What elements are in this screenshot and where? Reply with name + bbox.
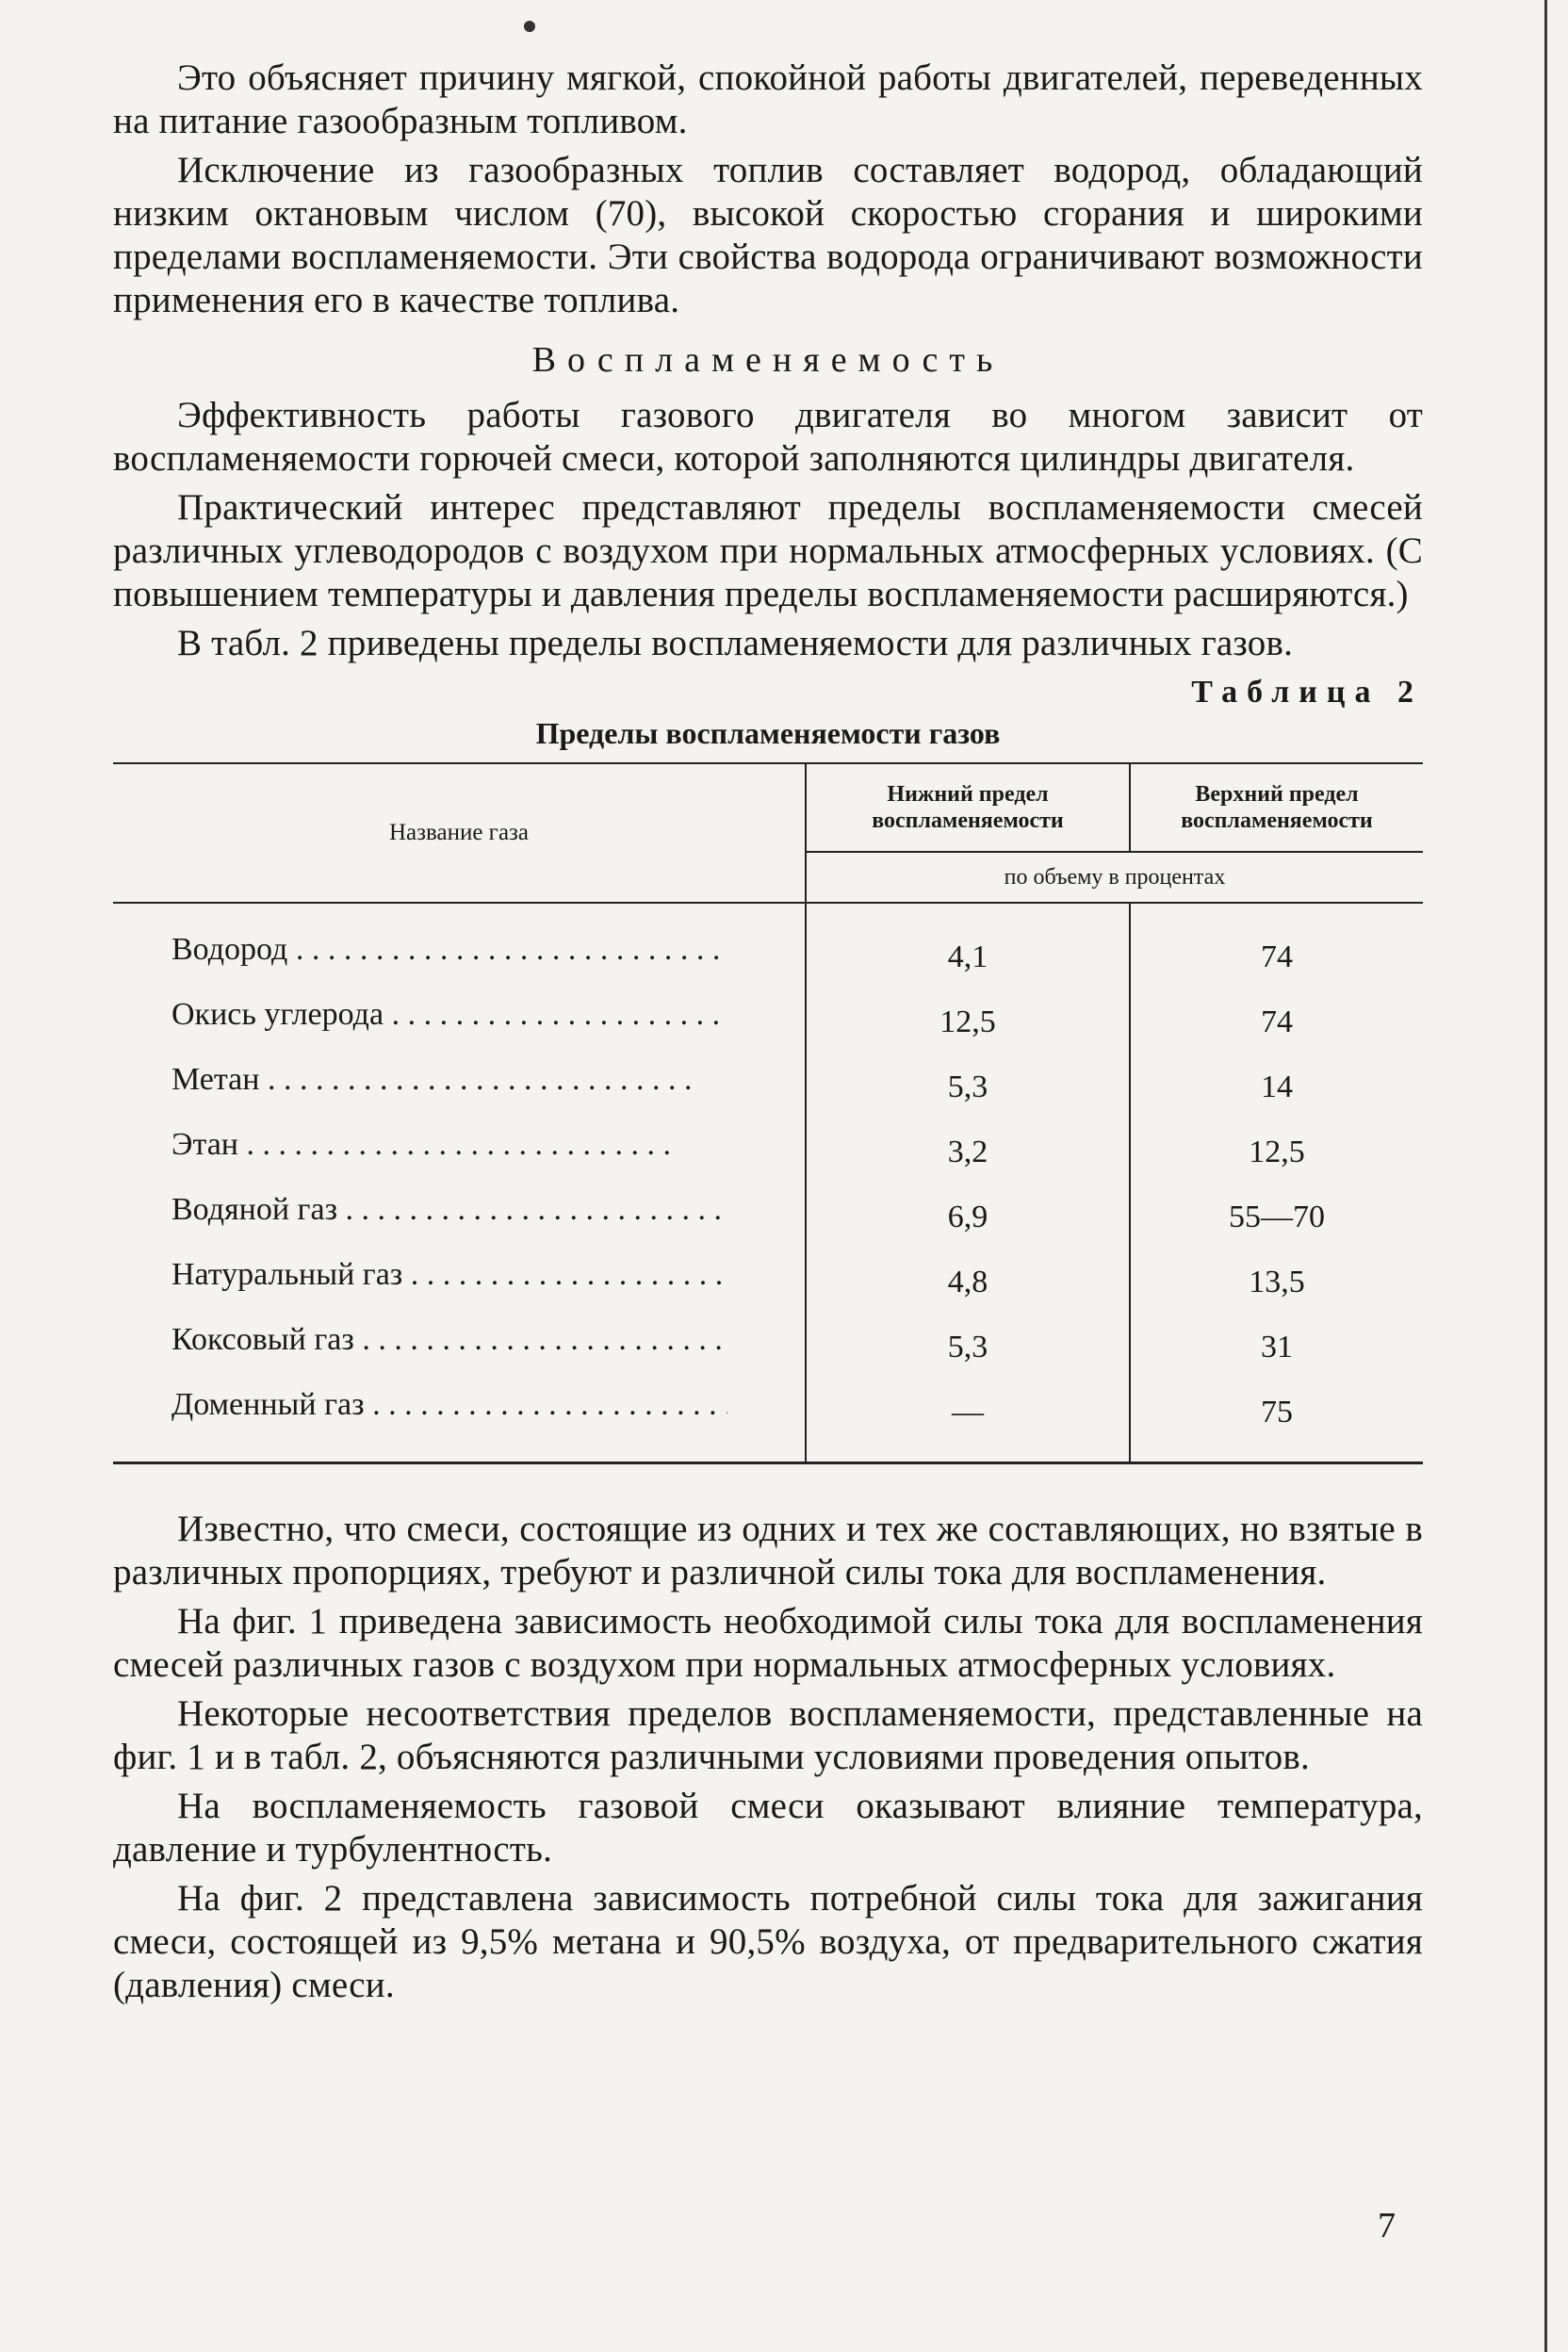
- lower-limit-cell: 3,2: [806, 1119, 1130, 1184]
- gas-name-cell: [113, 1315, 806, 1380]
- upper-limit-cell: 74: [1261, 939, 1293, 974]
- gas-name: Водяной газ . . .: [172, 1184, 727, 1234]
- gas-name-cell: [113, 1119, 806, 1184]
- gas-name: Этан . . .: [172, 1119, 727, 1169]
- page-edge: [1544, 0, 1547, 2352]
- column-header-unit: по объему в процентах: [806, 852, 1423, 903]
- gas-name: Водород . . .: [172, 924, 727, 974]
- lower-limit-cell: 12,5: [806, 989, 1130, 1054]
- paragraph: Некоторые несоответствия пределов воспламеняемости, представленные на фиг. 1 и в табл. 2, объясняются различными условиями проведения опытов.: [113, 1693, 1423, 1777]
- gas-name: Метан . . .: [172, 1054, 727, 1104]
- gas-name: Натуральный газ . . .: [172, 1250, 727, 1299]
- gas-name: Коксовый газ . . .: [172, 1315, 727, 1364]
- paragraph: На воспламеняемость газовой смеси оказывают влияние температура, давление и турбулентность.: [113, 1786, 1423, 1870]
- lower-limit-cell: 4,8: [806, 1250, 1130, 1315]
- table-row: [113, 903, 1423, 989]
- table-row: [113, 1250, 1423, 1315]
- table-number: Таблица 2: [1191, 675, 1423, 710]
- text-column: [113, 57, 1423, 2007]
- section-heading: Воспламеняемость: [531, 340, 1004, 380]
- gas-name-cell: [113, 1250, 806, 1315]
- column-header-name: Название газа: [113, 763, 806, 903]
- paragraph: В табл. 2 приведены пределы воспламеняемости для различных газов.: [177, 623, 1294, 663]
- gas-name: Окись углерода . . .: [172, 989, 727, 1039]
- gas-name-cell: [113, 989, 806, 1054]
- upper-limit-cell: 75: [1261, 1395, 1293, 1429]
- body-text: [113, 1508, 1423, 2007]
- column-header-upper-limit: Верхний предел воспламеняемости: [1130, 763, 1423, 852]
- table-row: [113, 989, 1423, 1054]
- paragraph: Практический интерес представляют пределы воспламеняемости смесей различных углеводородов с воздухом при нормальных атмосферных условиях. (С повышением температуры и давления пределы воспламеняемости расширяются.): [113, 487, 1423, 614]
- upper-limit-cell: 14: [1261, 1070, 1293, 1104]
- column-header-lower-limit: Нижний предел воспламеняемости: [806, 763, 1130, 852]
- flammability-table: [113, 762, 1423, 1464]
- gas-name-cell: [113, 903, 806, 989]
- ink-mark: [524, 21, 535, 32]
- lower-limit-cell: 6,9: [806, 1184, 1130, 1250]
- table-row: [113, 1380, 1423, 1463]
- table-row: [113, 1054, 1423, 1119]
- lower-limit-cell: 4,1: [806, 903, 1130, 989]
- gas-name-cell: [113, 1054, 806, 1119]
- paragraph: Известно, что смеси, состоящие из одних и тех же составляющих, но взятые в различных пропорциях, требуют и различной силы тока для воспламенения.: [113, 1509, 1423, 1592]
- paragraph: Эффективность работы газового двигателя во многом зависит от воспламеняемости горючей смеси, которой заполняются цилиндры двигателя.: [113, 395, 1423, 479]
- paragraph: Исключение из газообразных топлив составляет водород, обладающий низким октановым числом (70), высокой скоростью сгорания и широкими пределами воспламеняемости. Эти свойства водорода ограничивают возможности применения его в качестве топлива.: [113, 150, 1423, 320]
- lower-limit-cell: 5,3: [806, 1054, 1130, 1119]
- upper-limit-cell: 13,5: [1249, 1265, 1305, 1299]
- table-title: Пределы воспламеняемости газов: [535, 716, 1001, 750]
- page-number: 7: [1378, 2206, 1396, 2246]
- upper-limit-cell: 74: [1261, 1004, 1293, 1039]
- lower-limit-cell: —: [806, 1380, 1130, 1463]
- lower-limit-cell: 5,3: [806, 1315, 1130, 1380]
- upper-limit-cell: 12,5: [1249, 1135, 1305, 1169]
- paragraph: Это объясняет причину мягкой, спокойной работы двигателей, переведенных на питание газообразным топливом.: [113, 57, 1423, 141]
- table-row: [113, 1184, 1423, 1250]
- paragraph: На фиг. 2 представлена зависимость потребной силы тока для зажигания смеси, состоящей из 9,5% метана и 90,5% воздуха, от предварительного сжатия (давления) смеси.: [113, 1878, 1423, 2005]
- upper-limit-cell: 31: [1261, 1330, 1293, 1364]
- upper-limit-cell: 55—70: [1229, 1200, 1325, 1234]
- paragraph: На фиг. 1 приведена зависимость необходимой силы тока для воспламенения смесей различных газов с воздухом при нормальных атмосферных условиях.: [113, 1601, 1423, 1685]
- gas-name-cell: [113, 1184, 806, 1250]
- table-row: [113, 1315, 1423, 1380]
- gas-name-cell: [113, 1380, 806, 1463]
- gas-name: Доменный газ . . .: [172, 1380, 727, 1429]
- table-row: [113, 1119, 1423, 1184]
